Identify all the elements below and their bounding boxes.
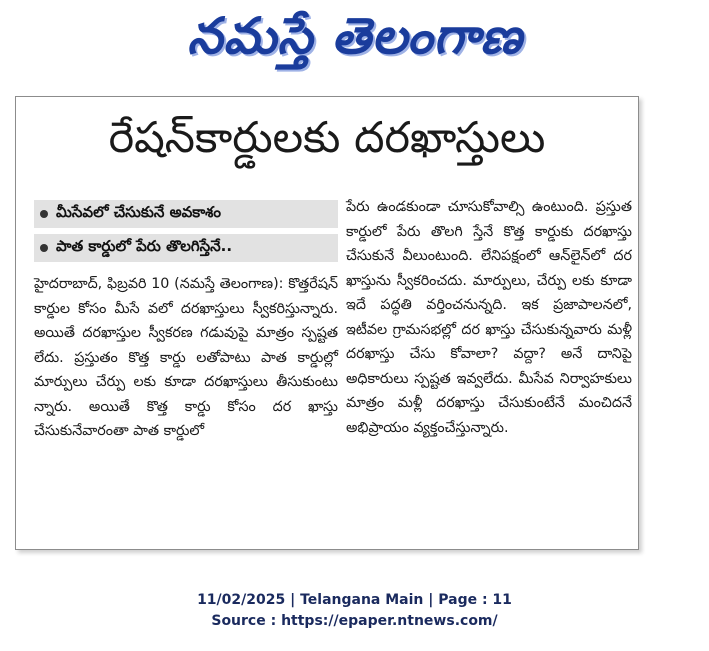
footer-source: Source : https://epaper.ntnews.com/ xyxy=(211,613,498,629)
article-headline: రేషన్‌కార్డులకు దరఖాస్తులు xyxy=(108,113,546,163)
newspaper-masthead: నమస్తే తెలంగాణ xyxy=(187,6,523,65)
article-column-left xyxy=(34,200,338,444)
highlight-box xyxy=(34,200,338,228)
article-body-right: పేరు ఉండకుండా చూసుకోవాల్సి ఉంటుంది. ప్రస్తుత కార్డులో పేరు తొలగి స్తేనే కొత్త కార్డుకు దరఖాస్తు చేసుకునే వీలుంటుంది. లేనిపక్షంలో ఆన్‌లైన్‌లో దర ఖాస్తును స్వీకరించదు. మార్పులు, చేర్పు లకు కూడా ఇదే పద్ధతి వర్తించనున్నది. ఇక ప్రజాపాలనలో, ఇటీవల గ్రామసభల్లో దర ఖాస్తు చేసుకున్నవారు మళ్లీ దరఖాస్తు చేసు కోవాలా? వద్దా? అనే దానిపై అధికారులు స్పష్టత ఇవ్వలేదు. మీసేవ నిర్వాహకులు మాత్రం మళ్లీ దరఖాస్తు చేసుకుంటేనే మంచిదనే అభిప్రాయం వ్యక్తంచేస్తున్నారు. xyxy=(346,199,632,436)
bullet-icon xyxy=(40,210,48,218)
article-column-right xyxy=(346,195,632,440)
news-clipping xyxy=(15,96,639,550)
bullet-icon xyxy=(40,244,48,252)
highlight-text: పాత కార్డులో పేరు తొలగిస్తేనే.. xyxy=(56,237,233,255)
footer-date-edition: 11/02/2025 | Telangana Main | Page : 11 xyxy=(197,592,512,608)
article-body-left: హైదరాబాద్, ఫిబ్రవరి 10 (నమస్తే తెలంగాణ): కొత్తరేషన్ కార్డుల కోసం మీసే వలో దరఖాస్తులు స్వీకరిస్తున్నారు. అయితే దరఖాస్తుల స్వీకరణ గడువుపై మాత్రం స్పష్టత లేదు. ప్రస్తుతం కొత్త కార్డు లతోపాటు పాత కార్డుల్లో మార్పులు చేర్పు లకు కూడా దరఖాస్తులు తీసుకుంటు న్నారు. అయితే కొత్త కార్డు కోసం దర ఖాస్తు చేసుకునేవారంతా పాత కార్డులో xyxy=(34,276,338,439)
highlight-box xyxy=(34,234,338,262)
highlight-text: మీసేవలో చేసుకునే అవకాశం xyxy=(56,203,221,221)
